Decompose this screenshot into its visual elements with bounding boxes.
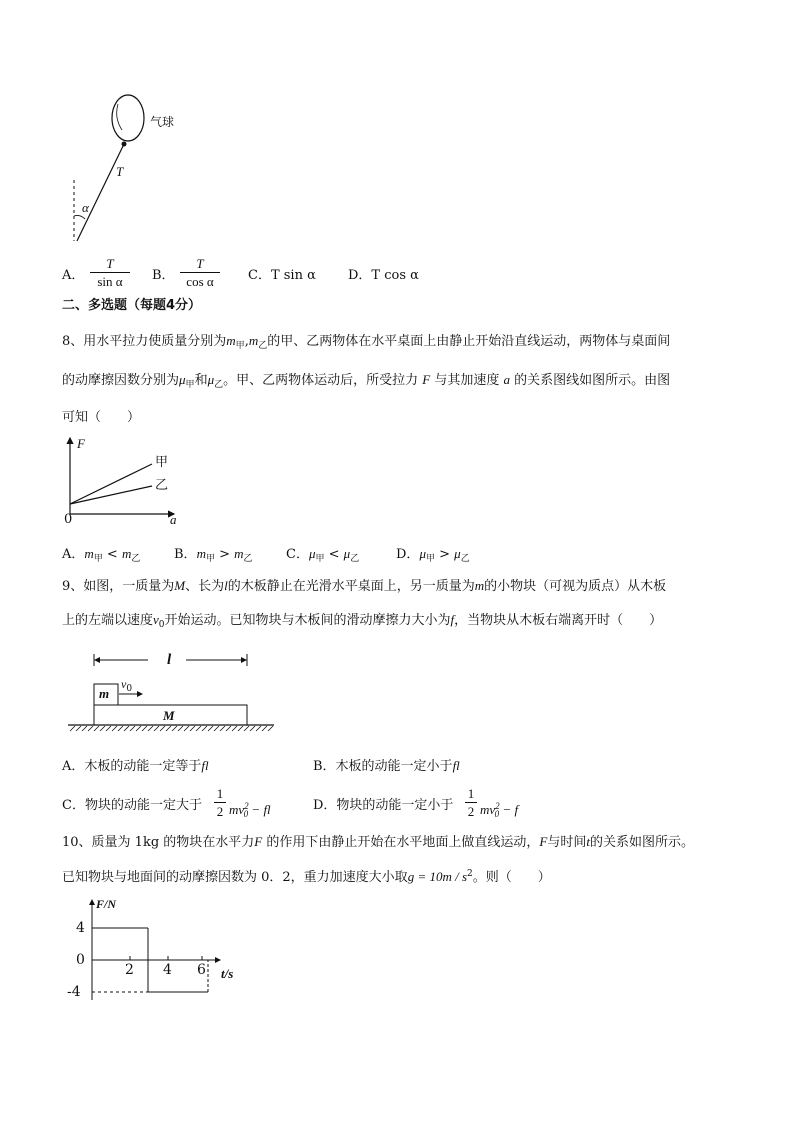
q9-option-c-half: 1 2 — [214, 786, 226, 819]
q10-y-axis-label: F/N — [96, 897, 117, 911]
q7-option-d: D．T cos α — [348, 268, 419, 283]
q10-y-tick-0: 0 — [76, 952, 85, 968]
q7-option-a-prefix: A． — [62, 268, 85, 283]
ground-hatch — [70, 726, 273, 731]
q10-y-tick-4: 4 — [76, 920, 85, 936]
q8-line-jia — [70, 464, 152, 504]
q9-figure-l: l — [167, 652, 172, 668]
q8-line-yi — [70, 486, 152, 504]
q10-x-tick-6: 6 — [197, 962, 206, 978]
section-heading: 二、多选题（每题4分） — [62, 298, 202, 313]
q8-graph-f-label: F — [77, 436, 85, 451]
q9-line1: 9、如图，一质量为M、长为l的木板静止在光滑水平桌面上，另一质量为m的小物块（可视为质点）从木板 — [62, 578, 667, 594]
q10-x-tick-2: 2 — [125, 962, 134, 978]
string-line — [77, 144, 124, 241]
q7-option-b-fraction: T cos α — [180, 256, 220, 289]
balloon-figure — [60, 88, 210, 248]
alpha-label: α — [82, 200, 89, 215]
q8-graph-yi-label: 乙 — [155, 478, 169, 493]
q8-option-d: D．$\mu_甲 > \mu_乙$ — [396, 546, 470, 564]
q9-option-d-text: D．物块的动能一定小于 — [313, 798, 454, 813]
q8-line3: 可知（ ） — [62, 410, 141, 425]
q10-line2: 已知物块与地面间的动摩擦因数为 0．2，重力加速度大小取$g = 10m / s^2$。则（ ） — [62, 869, 551, 885]
q10-force-time-graph — [86, 896, 226, 1006]
q8-line1: 8、用水平拉力使质量分别为$m_甲,m_乙$的甲、乙两物体在水平桌面上由静止开始沿直线运动，两物体与桌面间 — [62, 333, 671, 351]
q9-option-d-expr: $mv^2_0 - f$ — [480, 801, 519, 819]
q9-option-a: A．木板的动能一定等于fl — [62, 758, 209, 774]
q8-line2: 的动摩擦因数分别为$\mu_甲$和$\mu_乙$。甲、乙两物体运动后，所受拉力 F 与其加速度 a 的关系图线如图所示。由图 — [62, 372, 671, 390]
q10-x-axis-label: t/s — [221, 966, 234, 981]
balloon-label: 气球 — [150, 115, 175, 129]
q7-option-c: C．T sin α — [248, 268, 316, 283]
q9-option-c-expr: $mv^2_0$ − fl — [229, 801, 271, 819]
q8-graph-origin: 0 — [64, 512, 73, 527]
q9-line2: 上的左端以速度$v_0$开始运动。已知物块与木板间的滑动摩擦力大小为f，当物块从木板右端离开时（ ） — [62, 612, 663, 630]
q9-figure-v0: $v_0$ — [121, 677, 133, 694]
q10-x-tick-4: 4 — [163, 962, 172, 978]
q8-option-c: C．$\mu_甲 < \mu_乙$ — [286, 546, 360, 564]
q8-graph-jia-label: 甲 — [155, 455, 169, 470]
tension-label: T — [116, 164, 124, 179]
q8-graph-a-label: a — [170, 512, 177, 527]
q7-option-b-prefix: B． — [152, 268, 175, 283]
q9-figure-M: M — [163, 708, 175, 723]
q9-option-d-half: 1 2 — [465, 786, 477, 819]
q9-option-b: B．木板的动能一定小于fl — [313, 758, 460, 774]
q8-option-a: A．$m_甲 < m_乙$ — [62, 546, 141, 564]
q10-line1: 10、质量为 1kg 的物块在水平力F 的作用下由静止开始在水平地面上做直线运动，F与时间t的关系如图所示。 — [62, 834, 694, 850]
q7-option-a-fraction: T sin α — [90, 256, 130, 289]
q9-figure-m: m — [99, 686, 110, 701]
q9-option-c-text: C．物块的动能一定大于 — [62, 798, 202, 813]
q8-option-b: B．$m_甲 > m_乙$ — [174, 546, 253, 564]
q10-y-tick-neg4: -4 — [67, 984, 81, 1000]
